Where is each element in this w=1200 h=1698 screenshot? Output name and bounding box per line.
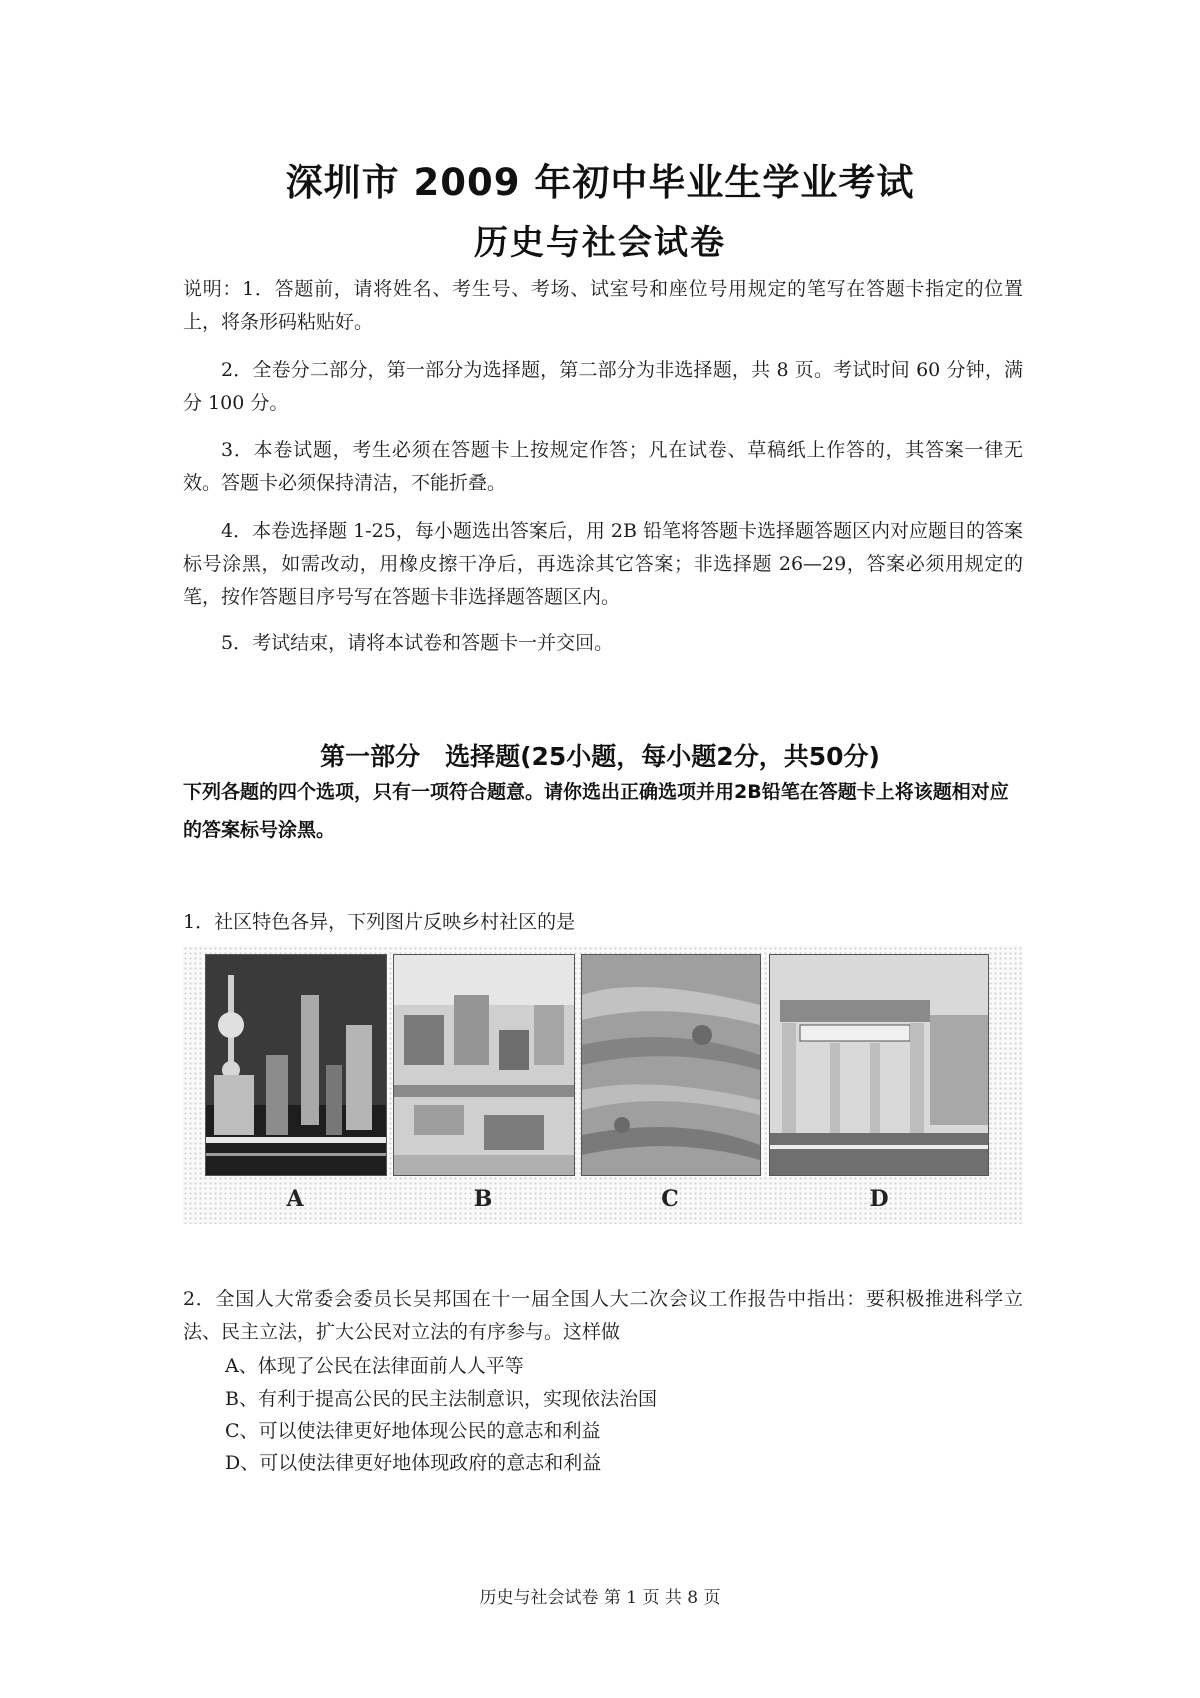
instruction-2: 2．全卷分二部分，第一部分为选择题，第二部分为非选择题，共 8 页。考试时间 60 分钟，满分 100 分。 (183, 359, 1023, 414)
photo-label-c: C (661, 1186, 679, 1212)
instruction-5: 5．考试结束，请将本试卷和答题卡一并交回。 (221, 632, 614, 654)
question-2-stem: 2．全国人大常委会委员长吴邦国在十一届全国人大二次会议工作报告中指出：要积极推进科学立法、民主立法，扩大公民对立法的有序参与。这样做 (183, 1288, 1023, 1343)
question-2-option-b: B、有利于提高公民的民主法制意识，实现依法治国 (225, 1388, 657, 1410)
photo-c-rural-fields (581, 954, 761, 1176)
instruction-4: 4．本卷选择题 1-25，每小题选出答案后，用 2B 铅笔将答题卡选择题答题区内对应题目的答案标号涂黑，如需改动，用橡皮擦干净后，再选涂其它答案；非选择题 26—29，答案必须用规定的笔，按作答题目序号写在答题卡非选择题答题区内。 (183, 520, 1023, 608)
exam-title: 深圳市 2009 年初中毕业生学业考试 (285, 161, 915, 204)
question-2-option-c: C、可以使法律更好地体现公民的意志和利益 (225, 1420, 601, 1442)
question-1-stem: 1．社区特色各异，下列图片反映乡村社区的是 (183, 911, 576, 933)
page-footer: 历史与社会试卷 第 1 页 共 8 页 (479, 1588, 721, 1608)
question-2-option-d: D、可以使法律更好地体现政府的意志和利益 (225, 1452, 602, 1474)
photo-d-archway-gate (769, 954, 989, 1176)
question-1-figure (183, 946, 1023, 1224)
exam-subtitle: 历史与社会试卷 (474, 223, 726, 263)
question-2-option-a: A、体现了公民在法律面前人人平等 (225, 1355, 524, 1377)
photo-label-d: D (869, 1186, 889, 1212)
instruction-1: 说明：1．答题前，请将姓名、考生号、考场、试室号和座位号用规定的笔写在答题卡指定的位置上，将条形码粘贴好。 (183, 278, 1023, 333)
instruction-3: 3．本卷试题，考生必须在答题卡上按规定作答；凡在试卷、草稿纸上作答的，其答案一律无效。答题卡必须保持清洁，不能折叠。 (183, 439, 1023, 494)
photo-b-industrial-area (393, 954, 575, 1176)
photo-label-a: A (286, 1186, 304, 1212)
photo-label-b: B (473, 1186, 493, 1212)
photo-a-city-skyline (205, 954, 387, 1176)
section-title: 第一部分 选择题(25小题，每小题2分，共50分) (320, 742, 880, 771)
section-description: 下列各题的四个选项，只有一项符合题意。请你选出正确选项并用2B铅笔在答题卡上将该题相对应的答案标号涂黑。 (183, 781, 1009, 841)
